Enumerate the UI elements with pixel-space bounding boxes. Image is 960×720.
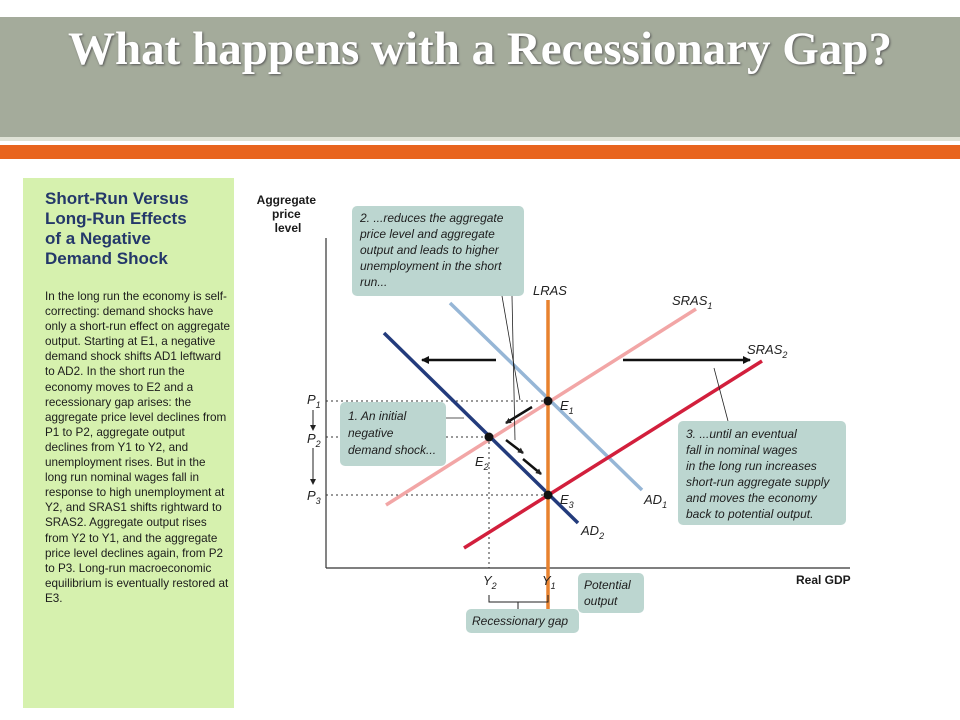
sidebar-heading-line: of a Negative (45, 229, 151, 248)
callout-2-connector (502, 296, 520, 400)
sidebar-heading-line: Long-Run Effects (45, 209, 187, 228)
e2-point (485, 433, 494, 442)
sidebar-heading (45, 189, 230, 269)
y-axis-label: Aggregate price level (256, 193, 316, 235)
ad2-label: $AD_2$ (581, 523, 605, 541)
y1-label: $Y_1$ (542, 573, 556, 591)
sidebar-body: In the long run the economy is self-correcting: demand shocks have only a short-run effect on aggregate output. Starting at E1, a negative demand shock shifts AD1 leftward to AD2. In the short run the economy moves to E2 and a recessionary gap arises: the aggregate price level declines from P1 to P2, aggregate output declines from Y1 to Y2, and unemployment rises. But in the long run nominal wages fall in response to high unemployment at Y2, and SRAS1 shifts rightward to SRAS2. Aggregate output rises from Y2 to Y1, and the aggregate price level declines again, from P2 to P3. Long-run macroeconomic equilibrium is eventually restored at E3. (45, 290, 230, 605)
ad-as-diagram (250, 178, 870, 648)
p3-label: $P_3$ (307, 488, 321, 506)
ad1-label: $AD_1$ (644, 492, 668, 510)
sras1-label: $SRAS_1$ (672, 293, 713, 311)
sidebar-heading-line: Short-Run Versus (45, 189, 189, 208)
accent-bar (0, 145, 960, 159)
p1-label: $P_1$ (307, 392, 321, 410)
potential-output-text: Potential output (584, 578, 631, 608)
e3-point (544, 491, 553, 500)
callout-3-connector (714, 368, 728, 421)
e1-point (544, 397, 553, 406)
e3-label: $E_3$ (560, 492, 574, 510)
e2-label: $E_2$ (475, 454, 489, 472)
y2-label: $Y_2$ (483, 573, 497, 591)
callout-3-text: 3. ...until an eventual fall in nominal wages in the long run increases short-run aggregate supply and moves the economy back to potential output. (686, 427, 830, 521)
e2-to-e3-arrow (506, 440, 523, 453)
e1-label: $E_1$ (560, 398, 574, 416)
slide-title: What happens with a Recessionary Gap? (68, 23, 892, 75)
sidebar-heading-line: Demand Shock (45, 249, 168, 268)
callout-1-text: 1. An initial negative demand shock... (348, 409, 437, 457)
gap-bracket (489, 595, 548, 610)
recessionary-gap-text: Recessionary gap (472, 614, 569, 628)
x-axis-label: Real GDP (796, 573, 851, 587)
accent-line (0, 137, 960, 141)
sras2-label: $SRAS_2$ (747, 342, 788, 360)
callout-2-text: 2. ...reduces the aggregate price level and aggregate output and leads to higher unemployment in the short run... (360, 211, 504, 289)
lras-label: LRAS (533, 283, 567, 298)
p2-label: $P_2$ (307, 431, 321, 449)
